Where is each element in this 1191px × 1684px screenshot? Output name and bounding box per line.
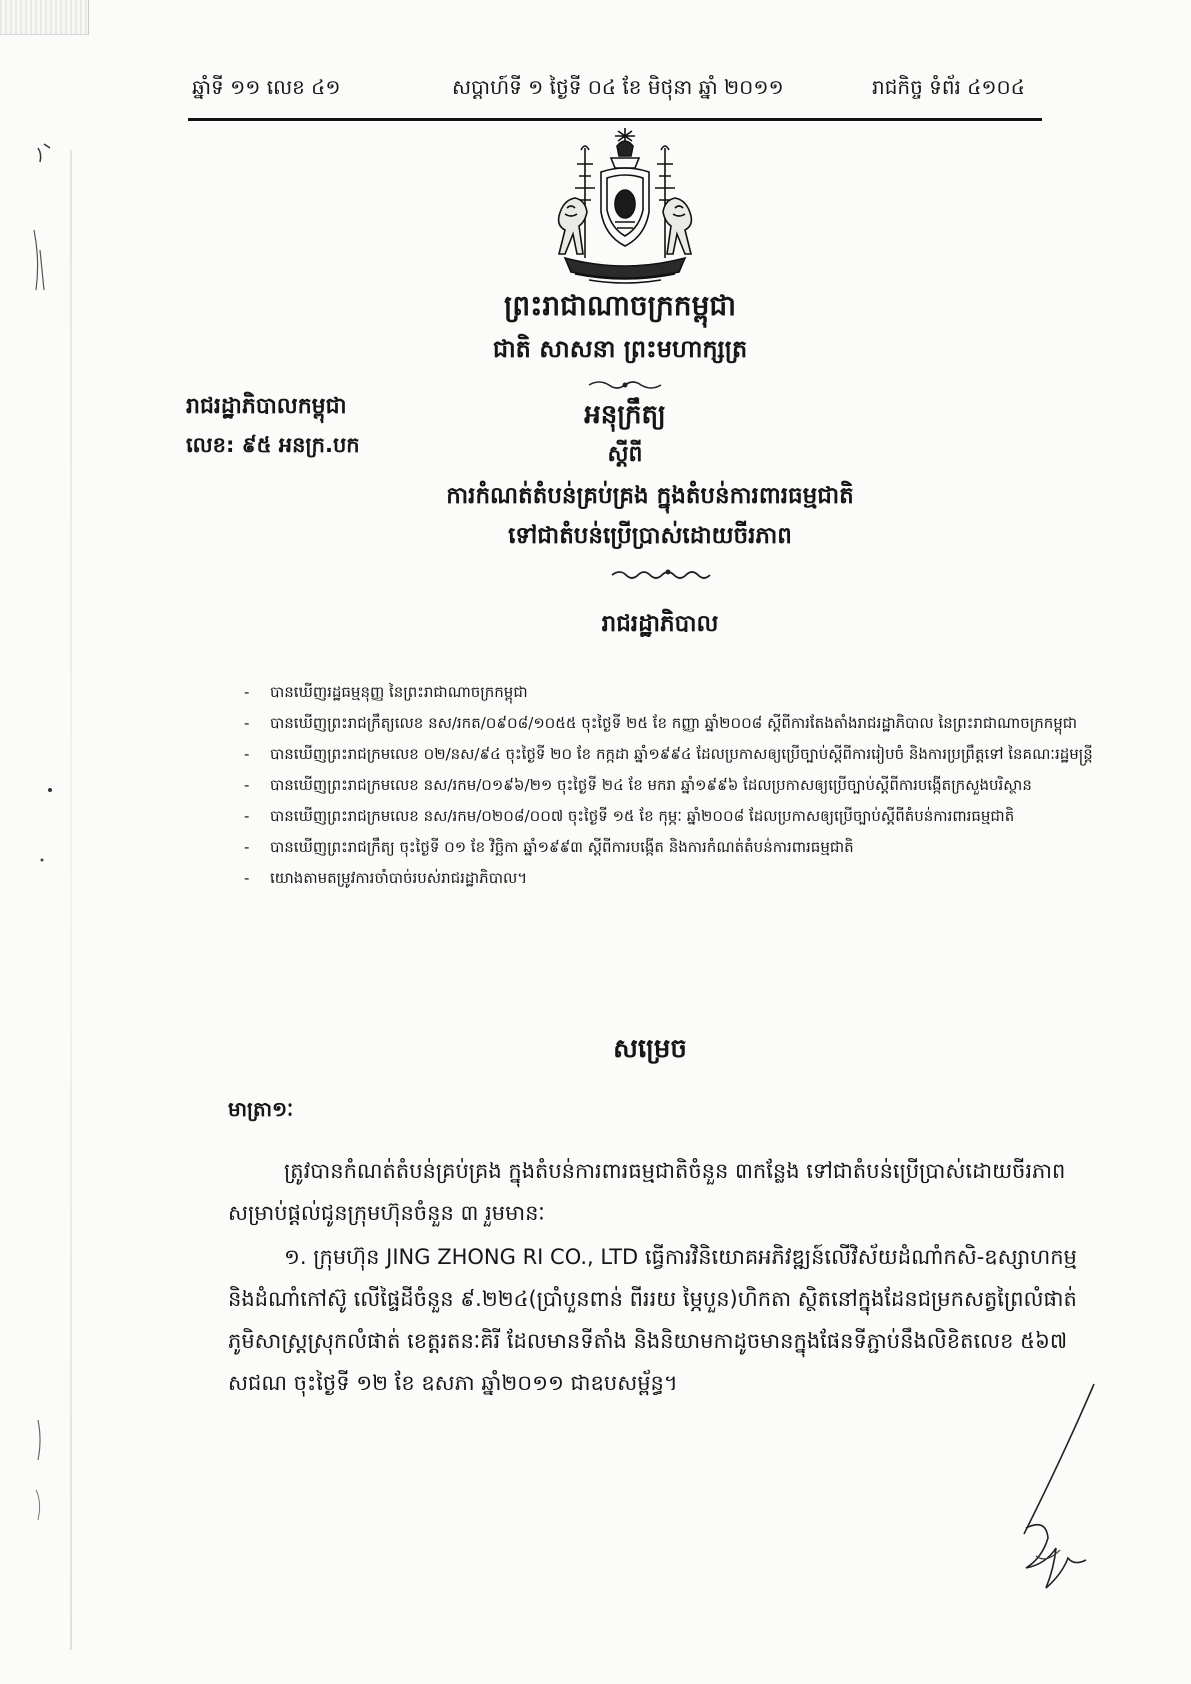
ornament-divider (608, 566, 728, 582)
scan-binding-shadow (70, 150, 72, 1650)
article-intro-paragraph: ត្រូវបានកំណត់តំបន់គ្រប់គ្រង ក្នុងតំបន់ការពារធម្មជាតិចំនួន ៣កន្លែង ទៅជាតំបន់ប្រើប្រាស់ដោយចីរភាព សម្រាប់ផ្តល់ជូនក្រុមហ៊ុនចំនួន ៣ រួមមានៈ (228, 1159, 1066, 1225)
list-item (244, 802, 1102, 831)
reference-text: យោងតាមតម្រូវការចាំបាច់របស់រាជរដ្ឋាភិបាល។ (270, 869, 528, 887)
gazette-date: សប្តាហ៍ទី ១ ថ្ងៃទី ០៤ ខែ មិថុនា ឆ្នាំ ២០១១ (452, 75, 784, 99)
document-about: ស្តីពី (607, 442, 643, 467)
gazette-page-number: រាជកិច្ច ទំព័រ ៤១០៤ (872, 75, 1025, 99)
article-item-paragraph: ១. ក្រុមហ៊ុន JING ZHONG RI CO., LTD ធ្វើការវិនិយោគអភិវឌ្ឍន៍លើវិស័យដំណាំកសិ-ឧស្សាហកម្ម និងដំណាំកៅស៊ូ លើផ្ទៃដីចំនួន ៩.២២៤(ប្រាំបួនពាន់ ពីររយ ម្ភៃបួន)ហិកតា ស្ថិតនៅក្នុងដែនជម្រកសត្វព្រៃលំផាត់ ភូមិសាស្ត្រស្រុកលំផាត់ ខេត្តរតនៈគិរី ដែលមានទីតាំង និងនិយាមកាដូចមានក្នុងផែនទីភ្ជាប់នឹងលិខិតលេខ ៥៦៧ សជណ ចុះថ្ងៃទី ១២ ខែ ឧសភា ឆ្នាំ២០១១ ជាឧបសម្ព័ន្ធ។ (228, 1245, 1077, 1395)
list-marker: - (244, 807, 250, 825)
article-heading: មាត្រា១ៈ (228, 1097, 294, 1121)
kingdom-name: ព្រះរាជាណាចក្រកម្ពុជា (503, 289, 736, 322)
list-marker: - (244, 683, 250, 701)
reference-text: បានឃើញព្រះរាជក្រមលេខ នស/រកម/០២០៨/០០៧ ចុះថ្ងៃទី ១៥ ខែ កុម្ភៈ ឆ្នាំ២០០៨ ដែលប្រកាសឲ្យប្រើច្បាប់ស្តីពីតំបន់ការពារធម្មជាតិ (270, 807, 1015, 825)
reference-text: បានឃើញព្រះរាជក្រឹត្យលេខ នស/រកត/០៩០៨/១០៥៥ ចុះថ្ងៃទី ២៥ ខែ កញ្ញា ឆ្នាំ២០០៨ ស្តីពីការតែងតាំងរាជរដ្ឋាភិបាល នៃព្រះរាជាណាចក្រកម្ពុជា (270, 714, 1078, 732)
list-item (244, 771, 1102, 800)
list-item (244, 740, 1102, 769)
list-marker: - (244, 776, 250, 794)
list-item (244, 833, 1102, 862)
reference-text: បានឃើញព្រះរាជក្រឹត្យ ចុះថ្ងៃទី ០១ ខែ វិច្ឆិកា ឆ្នាំ១៩៩៣ ស្តីពីការបង្កើត និងការកំណត់តំបន់ការពារធម្មជាតិ (270, 838, 854, 856)
document-title-line-1: ការកំណត់តំបន់គ្រប់គ្រង ក្នុងតំបន់ការពារធម្មជាតិ (446, 483, 854, 509)
list-item (244, 864, 1102, 893)
list-marker: - (244, 714, 250, 732)
scan-artifact (0, 0, 89, 35)
document-type: អនុក្រឹត្យ (584, 400, 666, 430)
coat-of-arms-emblem (545, 124, 705, 289)
list-marker: - (244, 838, 250, 856)
national-motto: ជាតិ សាសនា ព្រះមហាក្សត្រ (492, 335, 748, 363)
gazette-year-issue: ឆ្នាំទី ១១ លេខ ៤១ (192, 75, 341, 99)
decree-number: លេខ: ៩៥ អនក្រ.បក (186, 433, 360, 457)
scan-margin-marks (20, 140, 60, 1640)
header-rule (188, 118, 1042, 121)
list-marker: - (244, 869, 250, 887)
list-marker: - (244, 745, 250, 763)
decision-heading: សម្រេច (613, 1034, 687, 1064)
handwritten-signature (996, 1378, 1106, 1603)
document-title-line-2: ទៅជាតំបន់ប្រើប្រាស់ដោយចីរភាព (508, 523, 792, 549)
reference-text: បានឃើញរដ្ឋធម្មនុញ្ញ នៃព្រះរាជាណាចក្រកម្ពុជា (270, 683, 528, 701)
issuing-authority: រាជរដ្ឋាភិបាលកម្ពុជា (186, 394, 347, 419)
list-item (244, 709, 1102, 738)
decision-authority: រាជរដ្ឋាភិបាល (601, 611, 719, 637)
legal-references-list (244, 678, 1102, 895)
reference-text: បានឃើញព្រះរាជក្រមលេខ ០២/នស/៩៤ ចុះថ្ងៃទី ២០ ខែ កក្កដា ឆ្នាំ១៩៩៤ ដែលប្រកាសឲ្យប្រើច្បាប់ស្តីពីការរៀបចំ និងការប្រព្រឹត្តទៅ នៃគណៈរដ្ឋមន្ត្រី (270, 745, 1093, 763)
ornament-divider (585, 378, 665, 392)
reference-text: បានឃើញព្រះរាជក្រមលេខ នស/រកម/០១៩៦/២១ ចុះថ្ងៃទី ២៤ ខែ មករា ឆ្នាំ១៩៩៦ ដែលប្រកាសឲ្យប្រើច្បាប់ស្តីពីការបង្កើតក្រសួងបរិស្ថាន (270, 776, 1032, 794)
list-item (244, 678, 1102, 707)
